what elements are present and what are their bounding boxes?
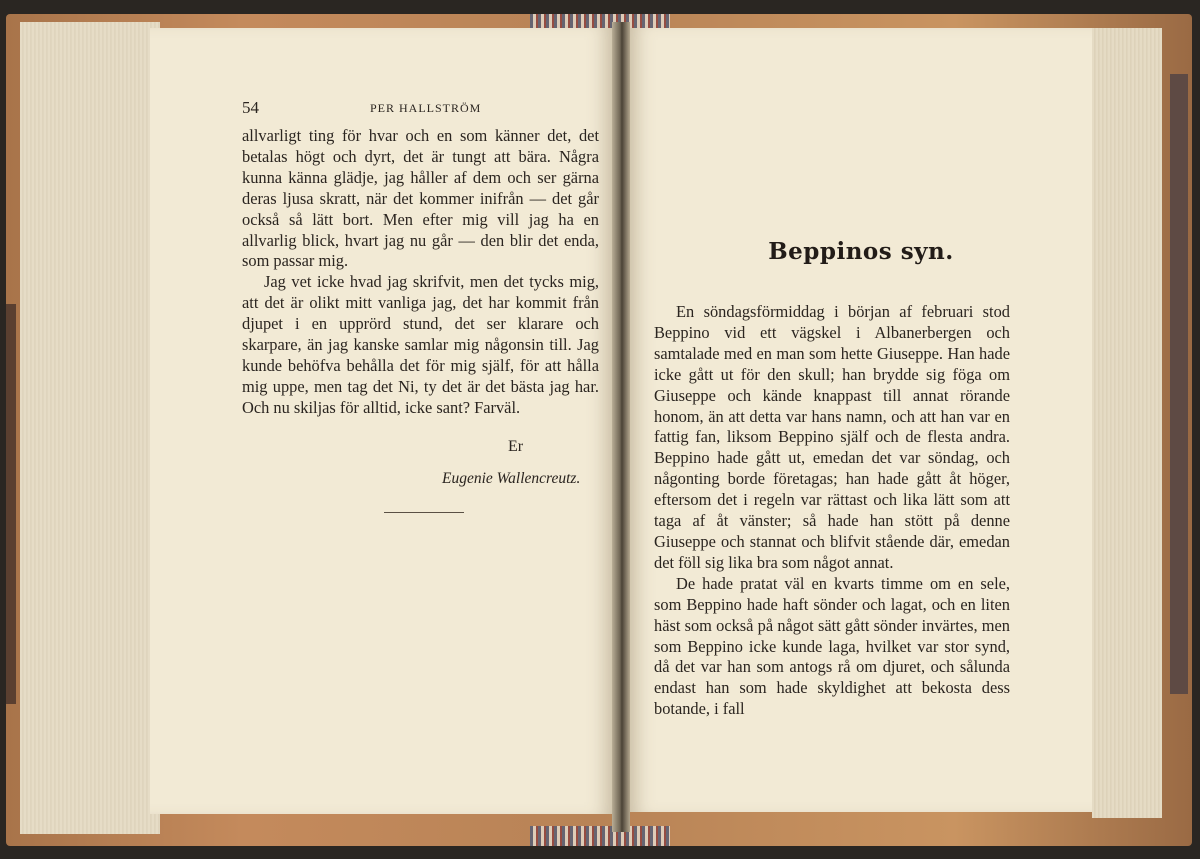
signature-salutation: Er — [508, 438, 524, 455]
left-page-text — [242, 126, 599, 419]
paragraph: Jag vet icke hvad jag skrifvit, men det tycks mig, att det är olikt mitt vanliga jag, det har kommit från djupet i en upprörd stund, det ser klarare och skarpare, än jag kanske samlar mig någonsin till. Jag kunde behöfva behålla det för mig själf, för att hålla mig uppe, men tag det Ni, ty det är det bästa jag har. Och nu skiljas för alltid, icke sant? Farväl. — [242, 272, 599, 417]
cover-edge-right — [1170, 74, 1188, 694]
left-page — [150, 28, 612, 814]
page-edges-right — [1092, 28, 1162, 818]
paragraph: En söndagsförmiddag i början af februari stod Beppino vid ett vägskel i Albanerbergen och samtalade med en man som hette Giuseppe. Han hade icke gått ut för den skull; han brydde sig föga om Giuseppe och kände knappast till annat rörande honom, än att detta var hans namn, och att han var en fattig fan, liksom Beppino själf och de flesta andra. Beppino hade gått ut, emedan det var söndag, och någonting borde företagas; han hade gått åt höger, eftersom det i regeln var rättast och lika lätt som att taga af åt vänster; så hade han stött på denne Giuseppe och stannat och blifvit stående där, emedan det föll sig lika bra som något annat. — [654, 302, 1010, 572]
chapter-title: Beppinos syn. — [768, 238, 954, 265]
headband-bottom — [530, 826, 670, 846]
right-page — [630, 28, 1092, 812]
paragraph: allvarligt ting för hvar och en som känner det, det betalas högt och dyrt, det är tungt att bära. Några kunna känna glädje, jag håller af dem och ser gärna deras ljusa skratt, när det kommer inifrån — det går också så lätt bort. Men efter mig vill jag ha en allvarlig blick, hvart jag nu går — den blir det enda, som passar mig. — [242, 126, 599, 271]
right-page-text — [654, 302, 1010, 720]
page-edges-left — [20, 22, 160, 834]
book-gutter — [612, 22, 630, 832]
cover-edge-left — [6, 304, 16, 704]
signature-name: Eugenie Wallencreutz. — [442, 470, 581, 487]
end-rule — [384, 512, 464, 513]
page-number: 54 — [242, 98, 259, 117]
page-header — [242, 98, 612, 118]
paragraph: De hade pratat väl en kvarts timme om en sele, som Beppino hade haft sönder och lagat, och en liten häst som också på något sätt gått sönder invärtes, men som Beppino icke kunde laga, hvilket var stor synd, då det var han som antogs rå om djuret, och sålunda endast han som hade skyldighet att bekosta dess botande, i fall — [654, 573, 1010, 719]
running-head: PER HALLSTRÖM — [370, 101, 482, 115]
